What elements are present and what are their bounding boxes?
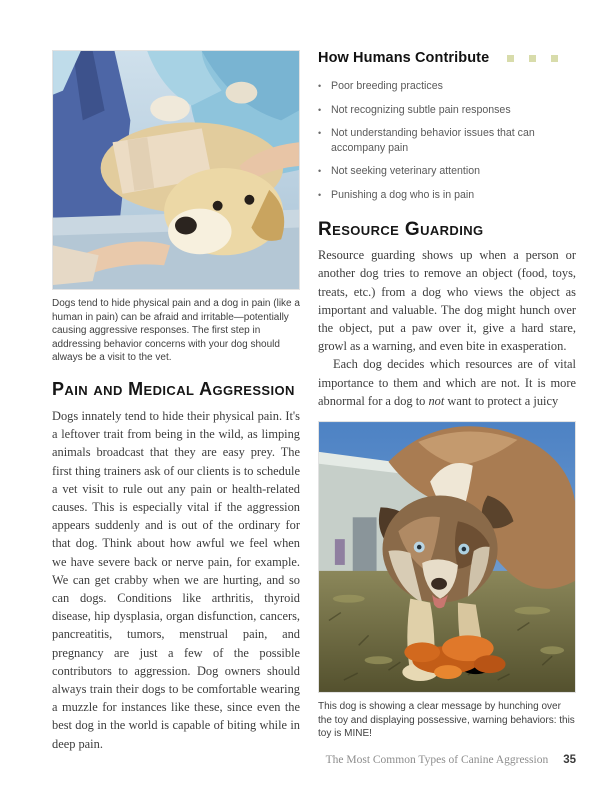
resource-photo-caption: This dog is showing a clear message by hunching over the toy and displaying possessive, warning behaviors: this toy is MINE! xyxy=(318,701,575,740)
accent-square-icon xyxy=(551,55,558,62)
pain-medical-aggression-heading: Pain and Medical Aggression xyxy=(52,378,295,399)
page-footer xyxy=(326,754,576,766)
accent-square-icon xyxy=(529,55,536,62)
right-column xyxy=(318,50,576,741)
list-item: • Punishing a dog who is in pain xyxy=(318,188,576,202)
resource-guarding-photo-illustration xyxy=(318,421,576,693)
how-humans-contribute-title: How Humans Contribute xyxy=(318,50,490,66)
vet-dog-photo xyxy=(52,50,300,290)
how-humans-contribute-list xyxy=(318,79,576,202)
list-item: • Not seeking veterinary attention xyxy=(318,164,576,178)
italic-word: not xyxy=(428,393,445,408)
section-accent-squares xyxy=(507,55,558,62)
vet-photo-caption: Dogs tend to hide physical pain and a dog in pain (like a human in pain) can be afraid and irritable—potentially causing aggressive responses. The first step in addressing behavior concerns with your dog should always be a visit to the vet. xyxy=(52,298,300,364)
pain-body-paragraph: Dogs innately tend to hide their physical pain. It's a leftover trait from being in the wild, as limping animals broadcast that they are easy prey. The first thing trainers ask of our clients is to schedule a vet visit to rule out any pain or health-related causes. This is especially vital if the aggression appears suddenly and is out of the ordinary for that dog. Think about how awful we feel when we have severe back or nerve pain, for example. We can get crabby when we are hurting, and so can dogs. Conditions like arthritis, thyroid disease, hip dysplasia, organ disfunction, cancers, pancreatitis, tumors, menstrual pain, and pregnancy are just a few of the possible contributors to aggression. Dog owners should always train their dogs to be comfortable wearing a muzzle for instances like these, since even the best dog in the world is capable of biting while in deep pain. xyxy=(52,408,300,751)
paragraph-text: want to protect a juicy xyxy=(444,393,559,408)
resource-guarding-paragraph-1: Resource guarding shows up when a person or another dog tries to remove an object (food, toys, treats, etc.) from a dog who views the object as important and valuable. The dog might hunch over the object, put a paw over it, give a hard stare, growl as a warning, and even bite in exasperation. xyxy=(318,248,576,354)
list-item: • Not understanding behavior issues that can accompany pain xyxy=(318,126,576,154)
list-item: • Not recognizing subtle pain responses xyxy=(318,103,576,117)
page-number: 35 xyxy=(563,754,576,766)
list-item: • Poor breeding practices xyxy=(318,79,576,93)
left-column xyxy=(52,50,300,753)
resource-guarding-heading: Resource Guarding xyxy=(318,219,484,241)
how-humans-contribute-header xyxy=(318,50,576,66)
resource-guarding-paragraph-2 xyxy=(318,355,576,410)
resource-guarding-photo xyxy=(318,421,576,693)
vet-dog-photo-illustration xyxy=(52,50,300,290)
running-title: The Most Common Types of Canine Aggression xyxy=(325,754,549,766)
paragraph-text: Each dog decides which resources are of vital importance to them and which are not. It is more abnormal for a dog to xyxy=(318,357,576,408)
accent-square-icon xyxy=(507,55,514,62)
